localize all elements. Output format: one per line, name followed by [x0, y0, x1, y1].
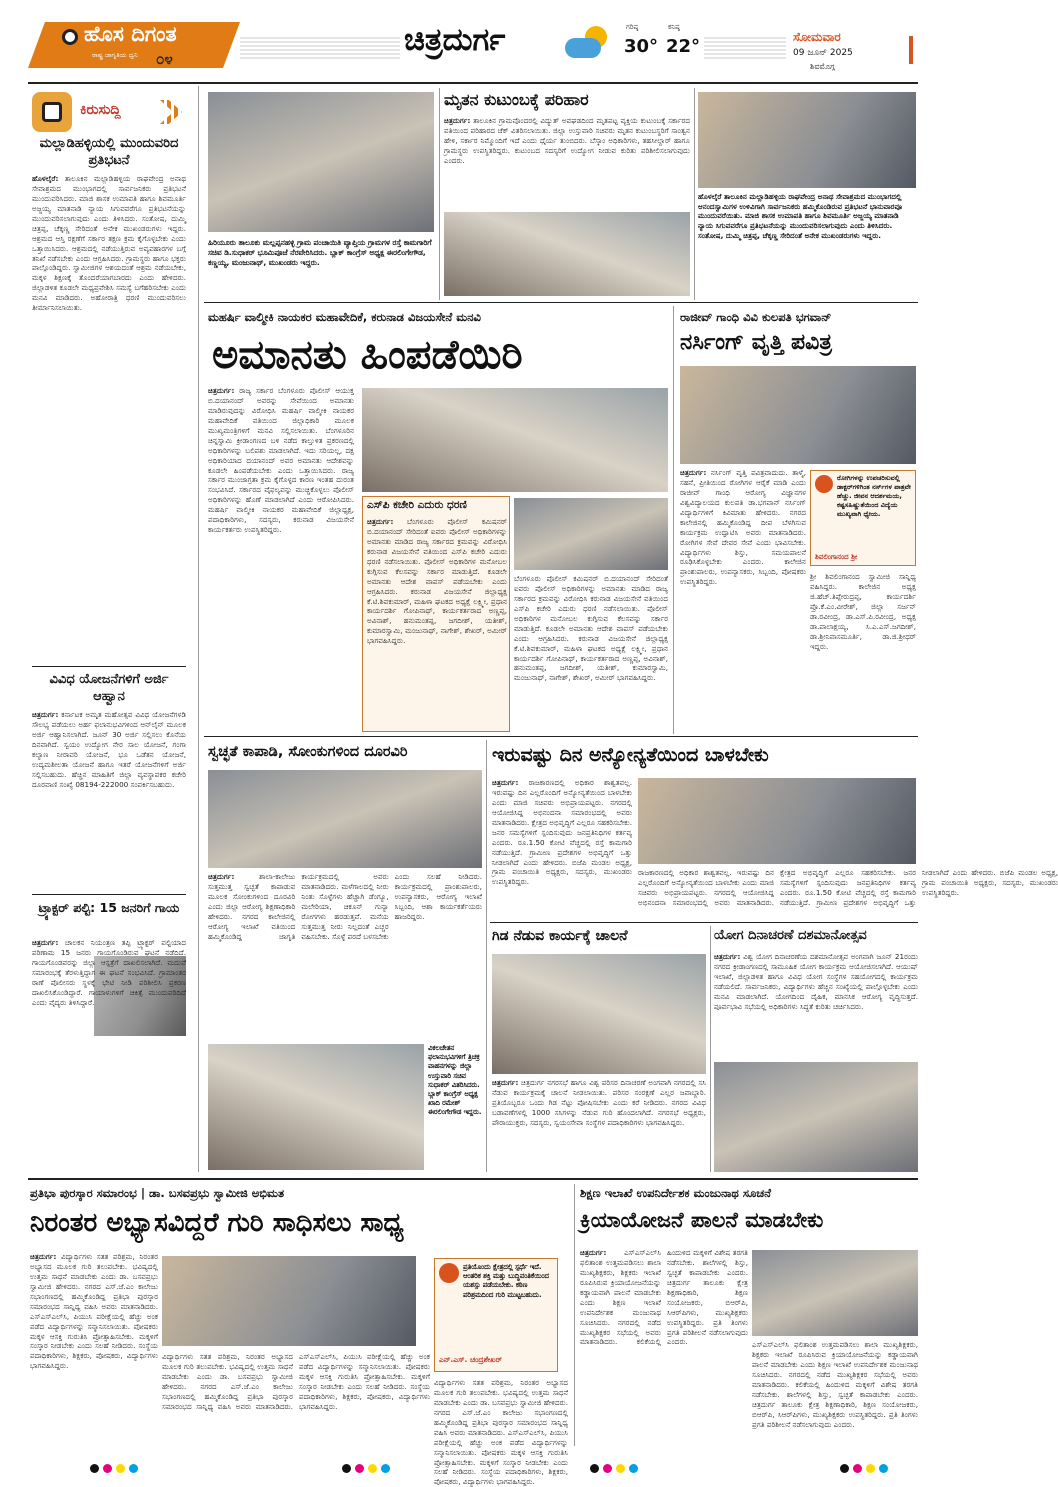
- plant-photo: [492, 954, 706, 1074]
- bottom-left-body-cont: [162, 1352, 430, 1446]
- story1-text: ತಾಲೂಕಿನ ಮಲ್ಲಾಡಿಹಳ್ಳಿಯ ರಾಘವೇಂದ್ರ ಅನಾಥ ಸೇವಾಶ್ರಮದ ಮುಂಭಾಗದಲ್ಲಿ ಸಾರ್ವಜನಿಕರು ಪ್ರತಿಭಟನೆ ಮುಂದುವರಿಸಿದರು. ಮಾಜಿ ಶಾಸಕ ಉಮಾಪತಿ ಹಾಗೂ ಶಿವಮೂರ್ತಿ ಅಜ್ಜಯ್ಯ ಮಾತನಾಡಿ ನ್ಯಾಯ ಸಿಗುವವರೆಗೂ ಪ್ರತಿಭಟನೆಯನ್ನು ಮುಂದುವರಿಸಲಾಗುವುದು ಎಂದು ತಿಳಿಸಿದರು. ಸಂತೋಷ, ದುಮ್ಮಿ ಚಿತ್ರಪ್ಪ, ಚೆಕ್ಕಣ್ಣ ಸೇರಿದಂತೆ ಅನೇಕ ಮುಖಂಡರುಗಳು ಇದ್ದರು. ಆಶ್ರಮದ ಆಸ್ತಿ ರಕ್ಷಣೆಗೆ ಸರ್ಕಾರ ತಕ್ಷಣ ಕ್ರಮ ಕೈಗೊಳ್ಳಬೇಕು ಎಂದು ಒತ್ತಾಯಿಸಿದರು. ಆಶ್ರಮದಲ್ಲಿ ನಡೆಯುತ್ತಿರುವ ಅವ್ಯವಹಾರಗಳ ಬಗ್ಗೆ ತನಿಖೆ ನಡೆಸಬೇಕು ಎಂದು ಆಗ್ರಹಿಸಿದರು. ಗ್ರಾಮಸ್ಥರು ಹಾಗೂ ಭಕ್ತರು ಪಾಲ್ಗೊಂಡಿದ್ದರು. ಸ್ವಾಮೀಜಿಗಳ ಆಶಯದಂತೆ ಆಶ್ರಮ ನಡೆಯಬೇಕು, ಮಕ್ಕಳ ಶಿಕ್ಷಣಕ್ಕೆ ತೊಂದರೆಯಾಗಬಾರದು ಎಂದು ಹೇಳಿದರು. ಜಿಲ್ಲಾಡಳಿತ ಕೂಡಲೇ ಮಧ್ಯಪ್ರವೇಶಿಸಿ ಸಮಸ್ಯೆ ಬಗೆಹರಿಸಬೇಕು ಎಂದು ಮನವಿ ಮಾಡಿದರು. ಅಹೋರಾತ್ರಿ ಧರಣಿ ಮುಂದುವರಿಸಲು ತೀರ್ಮಾನಿಸಲಾಯಿತು.: [32, 174, 186, 313]
- brand-badge: [32, 92, 182, 132]
- yoga-dateline: ಚಿತ್ರದುರ್ಗ:: [714, 952, 741, 961]
- mid-right-text: ರಾಜಕಾರಣದಲ್ಲಿ ಅಧಿಕಾರ ಶಾಶ್ವತವಲ್ಲ. ಇರುವಷ್ಟು ದಿನ ಎಲ್ಲರೊಂದಿಗೆ ಅನ್ಯೋನ್ಯತೆಯಿಂದ ಬಾಳಬೇಕು ಎಂದು ಮಾಜಿ ಸಚಿವರು ಅಭಿಪ್ರಾಯಪಟ್ಟರು. ನಗರದಲ್ಲಿ ಆಯೋಜಿಸಿದ್ದ ಅಭಿನಂದನಾ ಸಮಾರಂಭದಲ್ಲಿ ಅವರು ಮಾತನಾಡಿದರು. ಕ್ಷೇತ್ರದ ಅಭಿವೃದ್ಧಿಗೆ ಎಲ್ಲರೂ ಸಹಕರಿಸಬೇಕು. ಜನರ ಸಮಸ್ಯೆಗಳಿಗೆ ಸ್ಪಂದಿಸುವುದು ಜನಪ್ರತಿನಿಧಿಗಳ ಕರ್ತವ್ಯ ಎಂದರು. ರೂ.1.50 ಕೋಟಿ ವೆಚ್ಚದಲ್ಲಿ ರಸ್ತೆ ಕಾಮಗಾರಿ ನಡೆಯುತ್ತಿದೆ. ಗ್ರಾಮೀಣ ಪ್ರದೇಶಗಳ ಅಭಿವೃದ್ಧಿಗೆ ಒತ್ತು ನೀಡಲಾಗಿದೆ ಎಂದು ಹೇಳಿದರು. ಬಿಜೆಪಿ ಮಂಡಲ ಅಧ್ಯಕ್ಷ, ಗ್ರಾಮ ಪಂಚಾಯಿತಿ ಅಧ್ಯಕ್ಷರು, ಸದಸ್ಯರು, ಮುಖಂಡರು ಉಪಸ್ಥಿತರಿದ್ದರು.: [492, 778, 632, 887]
- lead-sub-continued: [514, 574, 668, 732]
- plant-headline: ಗಿಡ ನೆಡುವ ಕಾರ್ಯಕ್ಕೆ ಚಾಲನೆ: [492, 928, 628, 944]
- weather-max: 30°: [624, 36, 659, 57]
- right-quote-box: [810, 470, 916, 566]
- plant-text: ಚಿತ್ರದುರ್ಗ ನಗರಸಭೆ ಹಾಗೂ ವಿಶ್ವ ಪರಿಸರ ದಿನಾಚರಣೆ ಅಂಗವಾಗಿ ನಗರದಲ್ಲಿ ಸಸಿ ನೆಡುವ ಕಾರ್ಯಕ್ರಮಕ್ಕೆ ಚಾಲನೆ ನೀಡಲಾಯಿತು. ಪರಿಸರ ಸಂರಕ್ಷಣೆ ಎಲ್ಲರ ಜವಾಬ್ದಾರಿ. ಪ್ರತಿಯೊಬ್ಬರೂ ಒಂದು ಗಿಡ ನೆಟ್ಟು ಪೋಷಿಸಬೇಕು ಎಂದು ಕರೆ ನೀಡಿದರು. ನಗರದ ವಿವಿಧ ಬಡಾವಣೆಗಳಲ್ಲಿ 1000 ಸಸಿಗಳನ್ನು ನೆಡುವ ಗುರಿ ಹೊಂದಲಾಗಿದೆ. ನಗರಸಭೆ ಅಧ್ಯಕ್ಷರು, ಪೌರಾಯುಕ್ತರು, ಸದಸ್ಯರು, ಸ್ವಯಂಸೇವಾ ಸಂಸ್ಥೆಗಳ ಪದಾಧಿಕಾರಿಗಳು ಭಾಗವಹಿಸಿದ್ದರು.: [492, 1078, 706, 1127]
- bottom-left-quote-text: ಪ್ರತಿಯೊಂದು ಕ್ಷೇತ್ರದಲ್ಲಿ ಸ್ಪರ್ಧೆ ಇದೆ. ಆಂತರಿಕ ಶಕ್ತಿ ಮತ್ತು ಬುದ್ಧಿವಂತಿಕೆಯಿಂದ ಯಶಸ್ಸು ಪಡೆಯಬೇಕು. ಕಠಿಣ ಪರಿಶ್ರಮದಿಂದ ಗುರಿ ಮುಟ್ಟಬಹುದು.: [463, 1263, 549, 1299]
- yoga-headline: ಯೋಗ ದಿನಾಚರಣೆ ದಶಮಾನೋತ್ಸವ: [714, 928, 867, 943]
- bottom-right-kicker: ಶಿಕ್ಷಣ ಇಲಾಖೆ ಉಪನಿರ್ದೇಶಕ ಮಂಜುನಾಥ ಸೂಚನೆ: [580, 1186, 772, 1200]
- bottom-right-body-cont: [752, 1340, 918, 1446]
- bottom-left-text-cont: ವಿದ್ಯಾರ್ಥಿಗಳು ಸತತ ಪರಿಶ್ರಮ, ನಿರಂತರ ಅಭ್ಯಾಸದ ಮೂಲಕ ಗುರಿ ತಲುಪಬೇಕು. ಭವಿಷ್ಯದಲ್ಲಿ ಉತ್ತಮ ಸಾಧನೆ ಮಾಡಬೇಕು ಎಂದು ಡಾ. ಬಸವಪ್ರಭು ಸ್ವಾಮೀಜಿ ಹೇಳಿದರು. ನಗರದ ಎಸ್.ಜೆ.ಎಂ ಕಾಲೇಜು ಸಭಾಂಗಣದಲ್ಲಿ ಹಮ್ಮಿಕೊಂಡಿದ್ದ ಪ್ರತಿಭಾ ಪುರಸ್ಕಾರ ಸಮಾರಂಭದ ಸಾನ್ನಿಧ್ಯ ವಹಿಸಿ ಅವರು ಮಾತನಾಡಿದರು. ಎಸ್ಎಸ್‌ಎಲ್‌ಸಿ, ಪಿಯುಸಿ ಪರೀಕ್ಷೆಯಲ್ಲಿ ಹೆಚ್ಚು ಅಂಕ ಪಡೆದ ವಿದ್ಯಾರ್ಥಿಗಳನ್ನು ಸನ್ಮಾನಿಸಲಾಯಿತು. ಪೋಷಕರು ಮಕ್ಕಳ ಆಸಕ್ತಿ ಗುರುತಿಸಿ ಪ್ರೋತ್ಸಾಹಿಸಬೇಕು. ಮಕ್ಕಳಿಗೆ ಸಂಸ್ಕಾರ ನೀಡಬೇಕು ಎಂದು ಸಲಹೆ ನೀಡಿದರು. ಸಂಸ್ಥೆಯ ಪದಾಧಿಕಾರಿಗಳು, ಶಿಕ್ಷಕರು, ಪೋಷಕರು, ವಿದ್ಯಾರ್ಥಿಗಳು ಭಾಗವಹಿಸಿದ್ದರು.: [162, 1352, 430, 1411]
- weather-max-label: ಗರಿಷ್ಠ: [626, 23, 639, 31]
- bottom-left-kicker: ಪ್ರತಿಭಾ ಪುರಸ್ಕಾರ ಸಮಾರಂಭ | ಡಾ. ಬಸವಪ್ರಭು ಸ್ವಾಮೀಜಿ ಅಭಿಮತ: [30, 1186, 285, 1200]
- bottom-row-rule: [28, 1178, 918, 1180]
- masthead-band-right: [704, 35, 786, 59]
- story1-body: [32, 174, 186, 662]
- right-headline: ನರ್ಸಿಂಗ್ ವೃತ್ತಿ ಪವಿತ್ರ: [680, 330, 832, 355]
- right-quote-author: ಶಿವಲಿಂಗಾನಂದ ಶ್ರೀ: [815, 553, 858, 561]
- top-story-photo: [444, 212, 690, 296]
- mid-left-photo-2-caption: ವಿಕಲಚೇತನ ಫಲಾನುಭವಿಗಳಿಗೆ ತ್ರಿಚಕ್ರ ವಾಹನಗಳನ್ನು ಜಿಲ್ಲಾ ಉಸ್ತುವಾರಿ ಸಚಿವ ಸುಧಾಕರ್ ವಿತರಿಸಿದರು. ಬ್ಲಾಕ್ ಕಾಂಗ್ರೆಸ್ ಅಧ್ಯಕ್ಷ ಖಾದಿ ರಮೇಶ್ ಈರಲಿಂಗೇಗೌಡ ಇದ್ದರು.: [428, 1044, 482, 1117]
- logo-text: ಹೊಸ ದಿಗಂತ: [84, 22, 177, 46]
- mid-left-headline: ಸ್ವಚ್ಛತೆ ಕಾಪಾಡಿ, ಸೋಂಕುಗಳಿಂದ ದೂರವಿರಿ: [208, 744, 408, 760]
- registration-marks-left: [88, 1458, 168, 1470]
- lead-kicker: ಮಹರ್ಷಿ ವಾಲ್ಮೀಕಿ ನಾಯಕರ ಮಹಾವೇದಿಕೆ, ಕರುನಾಡ ವಿಜಯಸೇನೆ ಮನವಿ: [208, 310, 481, 324]
- top-col-rule-2: [694, 88, 695, 300]
- lead-headline: ಅಮಾನತು ಹಿಂಪಡೆಯಿರಿ: [212, 332, 523, 378]
- right-text-2: ಶ್ರೀ ಶಿವಲಿಂಗಾನಂದ ಸ್ವಾಮೀಜಿ ಸಾನ್ನಿಧ್ಯ ವಹಿಸಿದ್ದರು. ಕಾಲೇಜಿನ ಅಧ್ಯಕ್ಷ ಜಿ.ಹೆಚ್.ತಿಪ್ಪೇರುದ್ರಪ್ಪ, ಕಾರ್ಯದರ್ಶಿ ಪ್ರೊ.ಕೆ.ಎಂ.ವೀರೇಶ್, ಜಿಲ್ಲಾ ಸರ್ಜನ್ ಡಾ.ರವೀಂದ್ರ, ಡಾ.ಎಸ್.ಪಿ.ರವೀಂದ್ರ, ಅಧ್ಯಕ್ಷ ಡಾ.ಪಾಲಾಕ್ಷಯ್ಯ, ಸಿ.ಎ.ಎಸ್.ಜಗದೀಶ್, ಡಾ.ಶ್ರೀನಿವಾಸಮೂರ್ತಿ, ಡಾ.ಜಿ.ಶ್ರೀಧರ್ ಇದ್ದರು.: [810, 572, 916, 651]
- top-photo-1-caption: ಹಿರಿಯೂರು ತಾಲೂಕು ಮಲ್ಲಪ್ಪನಹಳ್ಳಿ ಗ್ರಾಮ ಪಂಚಾಯಿತಿ ವ್ಯಾಪ್ತಿಯ ಗ್ರಾಮಗಳ ರಸ್ತೆ ಕಾಮಗಾರಿಗೆ ಸಚಿವ ಡಿ.ಸುಧಾಕರ್ ಭೂಮಿಪೂಜೆ ನೆರವೇರಿಸಿದರು. ಬ್ಲಾಕ್ ಕಾಂಗ್ರೆಸ್ ಅಧ್ಯಕ್ಷ ಈರಲಿಂಗೇಗೌಡ, ಕಣ್ಣಯ್ಯ, ಮಂಜುನಾಥ್, ಮುಖಂಡರು ಇದ್ದರು.: [208, 238, 432, 267]
- mid-row-rule: [204, 736, 918, 737]
- city-small: ಶಿವಮೊಗ್ಗ: [810, 62, 835, 71]
- lead-photo: [362, 388, 668, 492]
- sidebar-divider-1: [32, 666, 186, 667]
- sidebar-divider-2: [32, 894, 186, 895]
- mid-left-dateline: ಚಿತ್ರದುರ್ಗ:: [208, 872, 235, 881]
- sidebar: [28, 86, 192, 1172]
- registration-marks-mid-right: [588, 1458, 668, 1470]
- yoga-text: ವಿಶ್ವ ಯೋಗ ದಿನಾಚರಣೆಯ ದಶಮಾನೋತ್ಸವ ಅಂಗವಾಗಿ ಜೂನ್ 21ರಂದು ನಗರದ ಕ್ರೀಡಾಂಗಣದಲ್ಲಿ ಸಾಮೂಹಿಕ ಯೋಗ ಕಾರ್ಯಕ್ರಮ ಆಯೋಜಿಸಲಾಗಿದೆ. ಆಯುಷ್ ಇಲಾಖೆ, ಜಿಲ್ಲಾಡಳಿತ ಹಾಗೂ ವಿವಿಧ ಯೋಗ ಸಂಸ್ಥೆಗಳ ಸಹಯೋಗದಲ್ಲಿ ಕಾರ್ಯಕ್ರಮ ನಡೆಯಲಿದೆ. ಸಾರ್ವಜನಿಕರು, ವಿದ್ಯಾರ್ಥಿಗಳು ಹೆಚ್ಚಿನ ಸಂಖ್ಯೆಯಲ್ಲಿ ಪಾಲ್ಗೊಳ್ಳಬೇಕು ಎಂದು ಮನವಿ ಮಾಡಲಾಗಿದೆ. ಯೋಗದಿಂದ ದೈಹಿಕ, ಮಾನಸಿಕ ಆರೋಗ್ಯ ವೃದ್ಧಿಸುತ್ತದೆ. ಪೂರ್ವಭಾವಿ ಸಭೆಯಲ್ಲಿ ಅಧಿಕಾರಿಗಳು ಸಿದ್ಧತೆ ಕುರಿತು ಚರ್ಚಿಸಿದರು.: [714, 952, 918, 1011]
- bottom-left-quote-box: [434, 1258, 558, 1372]
- weather-min-label: ಕನಿಷ್ಠ: [668, 23, 680, 31]
- story3-body: [32, 938, 186, 1164]
- top-story-text: ತಾಲೂಕಿನ ಗ್ರಾಮವೊಂದರಲ್ಲಿ ವಿದ್ಯುತ್ ಅವಘಡದಿಂದ ಮೃತಪಟ್ಟ ವ್ಯಕ್ತಿಯ ಕುಟುಂಬಕ್ಕೆ ಸರ್ಕಾರದ ವತಿಯಿಂದ ಪರಿಹಾರದ ಚೆಕ್ ವಿತರಿಸಲಾಯಿತು. ಜಿಲ್ಲಾ ಉಸ್ತುವಾರಿ ಸಚಿವರು ಮೃತನ ಕುಟುಂಬಸ್ಥರಿಗೆ ಸಾಂತ್ವನ ಹೇಳಿ, ಸರ್ಕಾರ ನಿಮ್ಮೊಂದಿಗೆ ಇದೆ ಎಂದು ಧೈರ್ಯ ತುಂಬಿದರು. ಬೆಸ್ಕಾಂ ಅಧಿಕಾರಿಗಳು, ತಹಸೀಲ್ದಾರ್ ಹಾಗೂ ಗ್ರಾಮಸ್ಥರು ಉಪಸ್ಥಿತರಿದ್ದರು. ಕುಟುಂಬದ ಸದಸ್ಯರಿಗೆ ಉದ್ಯೋಗ ನೀಡುವ ಕುರಿತು ಪರಿಶೀಲಿಸಲಾಗುವುದು ಎಂದರು.: [444, 116, 690, 165]
- story3-dateline: ಚಿತ್ರದುರ್ಗ:: [32, 938, 59, 947]
- right-kicker: ರಾಜೀವ್ ಗಾಂಧಿ ವಿವಿ ಕುಲಪತಿ ಭಗವಾನ್: [680, 310, 832, 324]
- yoga-photo: [714, 1062, 918, 1172]
- plant-col-rule: [710, 926, 711, 1172]
- brand-chevrons: [160, 100, 182, 124]
- mid-left-text: ಶಾಲಾ-ಕಾಲೇಜು ಸುತ್ತಮುತ್ತ ಸ್ವಚ್ಛತೆ ಕಾಪಾಡುವ ಮೂಲಕ ಸೋಂಕುಗಳಿಂದ ದೂರವಿರಿ ಎಂದು ಜಿಲ್ಲಾ ಆರೋಗ್ಯ ಶಿಕ್ಷಣಾಧಿಕಾರಿ ಹೇಳಿದರು. ನಗರದ ಕಾಲೇಜಿನಲ್ಲಿ ಆರೋಗ್ಯ ಇಲಾಖೆ ವತಿಯಿಂದ ಹಮ್ಮಿಕೊಂಡಿದ್ದ ಜಾಗೃತಿ ಕಾರ್ಯಕ್ರಮದಲ್ಲಿ ಅವರು ಮಾತನಾಡಿದರು. ಮಳೆಗಾಲದಲ್ಲಿ ನೀರು ನಿಂತು ಸೊಳ್ಳೆಗಳು ಹೆಚ್ಚಾಗಿ ಡೆಂಗ್ಯೂ, ಮಲೇರಿಯಾ, ಚಿಕೂನ್ ಗುನ್ಯಾ ರೋಗಗಳು ಹರಡುತ್ತವೆ. ಮನೆಯ ಸುತ್ತಮುತ್ತ ನೀರು ನಿಲ್ಲದಂತೆ ಎಚ್ಚರ ವಹಿಸಬೇಕು. ಸೊಳ್ಳೆ ಪರದೆ ಬಳಸಬೇಕು ಎಂದು ಸಲಹೆ ನೀಡಿದರು. ಕಾರ್ಯಕ್ರಮದಲ್ಲಿ ಪ್ರಾಂಶುಪಾಲರು, ಉಪನ್ಯಾಸಕರು, ಆರೋಗ್ಯ ಇಲಾಖೆ ಸಿಬ್ಬಂದಿ, ಆಶಾ ಕಾರ್ಯಕರ್ತೆಯರು ಹಾಜರಿದ್ದರು.: [208, 872, 482, 941]
- bottom-right-dateline: ಚಿತ್ರದುರ್ಗ:: [580, 1248, 607, 1257]
- plant-dateline: ಚಿತ್ರದುರ್ಗ:: [492, 1078, 519, 1087]
- registration-marks-mid-left: [340, 1458, 420, 1470]
- lead-sub-photo: [514, 498, 668, 570]
- story2-headline: ವಿವಿಧ ಯೋಜನೆಗಳಿಗೆ ಅರ್ಜಿ ಆಹ್ವಾನ: [49, 672, 169, 704]
- quote-icon: [439, 1263, 459, 1283]
- right-dateline: ಚಿತ್ರದುರ್ಗ:: [680, 468, 707, 477]
- lead-sub-headline: ಎಸ್‌ಪಿ ಕಚೇರಿ ಎದುರು ಧರಣಿ: [367, 499, 467, 511]
- story3-headline: ಟ್ರ್ಯಾಕ್ಟರ್ ಪಲ್ಟಿ: 15 ಜನರಿಗೆ ಗಾಯ: [38, 900, 180, 915]
- lead-sub-body: [367, 517, 507, 729]
- quote-icon: [815, 475, 833, 493]
- mid-col-rule: [486, 740, 487, 1172]
- weather-icon: [565, 26, 609, 60]
- masthead-edge-bar: [909, 36, 913, 64]
- top-photo-1: [208, 92, 434, 232]
- mid-right-body: [492, 778, 632, 916]
- lead-sub-dateline: ಚಿತ್ರದುರ್ಗ:: [367, 517, 394, 526]
- mid-right-headline: ಇರುವಷ್ಟು ದಿನ ಅನ್ಯೋನ್ಯತೆಯಿಂದ ಬಾಳಬೇಕು: [492, 744, 769, 766]
- story2-dateline: ಚಿತ್ರದುರ್ಗ:: [32, 710, 59, 719]
- top-story-headline: ಮೃತನ ಕುಟುಂಬಕ್ಕೆ ಪರಿಹಾರ: [444, 90, 589, 109]
- page-number: ೦೪: [156, 50, 173, 68]
- registration-marks-right: [838, 1458, 918, 1470]
- bottom-left-body: [30, 1252, 158, 1446]
- date-label: 09 ಜೂನ್ 2025: [793, 48, 853, 58]
- bottom-col-rule: [574, 1184, 575, 1446]
- pointing-hand-icon: [42, 102, 62, 122]
- bottom-right-text-cont: ಎಸ್ಎಸ್‌ಎಲ್‌ಸಿ ಫಲಿತಾಂಶ ಉತ್ತಮಪಡಿಸಲು ಶಾಲಾ ಮುಖ್ಯಶಿಕ್ಷಕರು, ಶಿಕ್ಷಕರು ಇಲಾಖೆ ರೂಪಿಸಿರುವ ಕ್ರಿಯಾಯೋಜನೆಯನ್ನು ಕಡ್ಡಾಯವಾಗಿ ಪಾಲನೆ ಮಾಡಬೇಕು ಎಂದು ಶಿಕ್ಷಣ ಇಲಾಖೆ ಉಪನಿರ್ದೇಶಕ ಮಂಜುನಾಥ ಸೂಚಿಸಿದರು. ನಗರದಲ್ಲಿ ನಡೆದ ಮುಖ್ಯಶಿಕ್ಷಕರ ಸಭೆಯಲ್ಲಿ ಅವರು ಮಾತನಾಡಿದರು. ಕಲಿಕೆಯಲ್ಲಿ ಹಿಂದುಳಿದ ಮಕ್ಕಳಿಗೆ ವಿಶೇಷ ತರಗತಿ ನಡೆಸಬೇಕು. ಶಾಲೆಗಳಲ್ಲಿ ಶಿಸ್ತು, ಸ್ವಚ್ಛತೆ ಕಾಪಾಡಬೇಕು ಎಂದರು. ಚಿತ್ರದುರ್ಗ ತಾಲೂಕು ಕ್ಷೇತ್ರ ಶಿಕ್ಷಣಾಧಿಕಾರಿ, ಶಿಕ್ಷಣ ಸಂಯೋಜಕರು, ಬಿಆರ್‌ಪಿ, ಸಿಆರ್‌ಪಿಗಳು, ಮುಖ್ಯಶಿಕ್ಷಕರು ಉಪಸ್ಥಿತರಿದ್ದರು. ಪ್ರತಿ ತಿಂಗಳು ಪ್ರಗತಿ ಪರಿಶೀಲನೆ ನಡೆಸಲಾಗುವುದು ಎಂದರು.: [752, 1340, 918, 1429]
- mid-right-body-cont: [638, 868, 1058, 916]
- bottom-left-photo: [162, 1256, 416, 1346]
- masthead-rule: [28, 82, 918, 84]
- day-label: ಸೋಮವಾರ: [793, 30, 841, 44]
- logo-tagline: ರಾಷ್ಟ್ರ ಜಾಗೃತಿಯ ಧ್ವನಿ: [92, 51, 138, 59]
- bottom-right-photo: [752, 1250, 918, 1336]
- top-row-rule: [204, 302, 918, 303]
- bottom-right-headline: ಕ್ರಿಯಾಯೋಜನೆ ಪಾಲನೆ ಮಾಡಬೇಕು: [580, 1208, 824, 1232]
- story2-body: [32, 710, 186, 892]
- top-story-dateline: ಚಿತ್ರದುರ್ಗ:: [444, 116, 471, 125]
- right-quote-text: ರೋಗಿಗಳನ್ನು ಉಪಚರಿಸುವಲ್ಲಿ ಡಾಕ್ಟರ್‌ಗಳಿಗಿಂತ ನರ್ಸ್‌ಗಳ ಪಾತ್ರವೇ ಹೆಚ್ಚು. ಜೀವನ ಆದರ್ಶಮಯ, ಕಷ್ಟಸಹಿಷ್ಣುತೆಯಿಂದ ವಿದ್ಯೆಯ ಮುಖ್ಯವಾಗಿ ಧ್ಯೇಯ.: [837, 474, 911, 518]
- mid-right-text-cont: ರಾಜಕಾರಣದಲ್ಲಿ ಅಧಿಕಾರ ಶಾಶ್ವತವಲ್ಲ. ಇರುವಷ್ಟು ದಿನ ಎಲ್ಲರೊಂದಿಗೆ ಅನ್ಯೋನ್ಯತೆಯಿಂದ ಬಾಳಬೇಕು ಎಂದು ಮಾಜಿ ಸಚಿವರು ಅಭಿಪ್ರಾಯಪಟ್ಟರು. ನಗರದಲ್ಲಿ ಆಯೋಜಿಸಿದ್ದ ಅಭಿನಂದನಾ ಸಮಾರಂಭದಲ್ಲಿ ಅವರು ಮಾತನಾಡಿದರು. ಕ್ಷೇತ್ರದ ಅಭಿವೃದ್ಧಿಗೆ ಎಲ್ಲರೂ ಸಹಕರಿಸಬೇಕು. ಜನರ ಸಮಸ್ಯೆಗಳಿಗೆ ಸ್ಪಂದಿಸುವುದು ಜನಪ್ರತಿನಿಧಿಗಳ ಕರ್ತವ್ಯ ಎಂದರು. ರೂ.1.50 ಕೋಟಿ ವೆಚ್ಚದಲ್ಲಿ ರಸ್ತೆ ಕಾಮಗಾರಿ ನಡೆಯುತ್ತಿದೆ. ಗ್ರಾಮೀಣ ಪ್ರದೇಶಗಳ ಅಭಿವೃದ್ಧಿಗೆ ಒತ್ತು ನೀಡಲಾಗಿದೆ ಎಂದು ಹೇಳಿದರು. ಬಿಜೆಪಿ ಮಂಡಲ ಅಧ್ಯಕ್ಷ, ಗ್ರಾಮ ಪಂಚಾಯಿತಿ ಅಧ್ಯಕ್ಷರು, ಸದಸ್ಯರು, ಮುಖಂಡರು ಉಪಸ್ಥಿತರಿದ್ದರು.: [638, 868, 1058, 907]
- yoga-body: [714, 952, 918, 1058]
- right-photo: [680, 366, 916, 464]
- right-body: [680, 468, 806, 732]
- top-photo-3-caption: ಹೊಳಲ್ಕೆರೆ ತಾಲೂಕಿನ ಮಲ್ಲಾಡಿಹಳ್ಳಿಯ ರಾಘವೇಂದ್ರ ಅನಾಥ ಸೇವಾಶ್ರಮದ ಮುಂಭಾಗದಲ್ಲಿ ಆನಂದಸ್ವಾಮಿಗಳ ಉಳಿವಿಗಾಗಿ ಸಾರ್ವಜನಿಕರು ಹಮ್ಮಿಕೊಂಡಿರುವ ಪ್ರತಿಭಟನೆ ಭಾನುವಾರವೂ ಮುಂದುವರೆಯಿತು. ಮಾಜಿ ಶಾಸಕ ಉಮಾಪತಿ ಹಾಗೂ ಶಿವಮೂರ್ತಿ ಅಜ್ಜಯ್ಯ ಮಾತನಾಡಿ ನ್ಯಾಯ ಸಿಗುವವರೆಗೂ ಪ್ರತಿಭಟನೆಯನ್ನು ಮುಂದುವರಿಸಲಾಗುವುದು ಎಂದು ತಿಳಿಸಿದರು. ಸಂತೋಷ, ದುಮ್ಮಿ ಚಿತ್ರಪ್ಪ, ಚೆಕ್ಕಣ್ಣ ಸೇರಿದಂತೆ ಅನೇಕ ಮುಖಂಡರುಗಳು ಇದ್ದರು.: [698, 192, 903, 240]
- weather-min: 22°: [666, 36, 701, 57]
- mid-right-photo: [638, 778, 916, 864]
- bottom-left-headline: ನಿರಂತರ ಅಭ್ಯಾಸವಿದ್ದರೆ ಗುರಿ ಸಾಧಿಸಲು ಸಾಧ್ಯ: [30, 1208, 404, 1238]
- city-title: ಚಿತ್ರದುರ್ಗ: [404, 22, 506, 58]
- bottom-left-body-cont-2: [434, 1378, 568, 1487]
- lead-text: ರಾಜ್ಯ ಸರ್ಕಾರ ಬೆಂಗಳೂರು ಪೊಲೀಸ್ ಆಯುಕ್ತ ಬಿ.ದಯಾನಂದ್ ಅವರನ್ನು ಸೇವೆಯಿಂದ ಅಮಾನತು ಮಾಡಿರುವುದನ್ನು ವಿರೋಧಿಸಿ ಮಹರ್ಷಿ ವಾಲ್ಮೀಕಿ ನಾಯಕರ ಮಹಾವೇದಿಕೆ ವತಿಯಿಂದ ಜಿಲ್ಲಾಧಿಕಾರಿ ಮೂಲಕ ಮುಖ್ಯಮಂತ್ರಿಗಳಿಗೆ ಮನವಿ ಸಲ್ಲಿಸಲಾಯಿತು. ಬೆಂಗಳೂರಿನ ಚಿನ್ನಸ್ವಾಮಿ ಕ್ರೀಡಾಂಗಣದ ಬಳಿ ನಡೆದ ಕಾಲ್ತುಳಿತ ಪ್ರಕರಣದಲ್ಲಿ ಅಧಿಕಾರಿಗಳನ್ನು ಬಲಿಪಶು ಮಾಡಲಾಗಿದೆ. ಇದು ಸರಿಯಲ್ಲ, ದಕ್ಷ ಅಧಿಕಾರಿಯಾದ ದಯಾನಂದ್ ಅವರ ಅಮಾನತು ಆದೇಶವನ್ನು ಕೂಡಲೇ ಹಿಂಪಡೆಯಬೇಕು ಎಂದು ಒತ್ತಾಯಿಸಿದರು. ರಾಜ್ಯ ಸರ್ಕಾರ ಮುಂಜಾಗ್ರತಾ ಕ್ರಮ ಕೈಗೊಳ್ಳದ ಕಾರಣ ಇಂತಹ ದುರಂತ ಸಂಭವಿಸಿದೆ. ಸರ್ಕಾರದ ವೈಫಲ್ಯವನ್ನು ಮುಚ್ಚಿಕೊಳ್ಳಲು ಪೊಲೀಸ್ ಅಧಿಕಾರಿಗಳನ್ನು ಹೊಣೆ ಮಾಡಲಾಗಿದೆ ಎಂದು ಆರೋಪಿಸಿದರು. ಮಹರ್ಷಿ ವಾಲ್ಮೀಕಿ ನಾಯಕರ ಮಹಾವೇದಿಕೆ ಜಿಲ್ಲಾಧ್ಯಕ್ಷ, ಪದಾಧಿಕಾರಿಗಳು, ಸದಸ್ಯರು, ಕರುನಾಡ ವಿಜಯಸೇನೆ ಕಾರ್ಯಕರ್ತರು ಉಪಸ್ಥಿತರಿದ್ದರು.: [208, 386, 354, 535]
- right-body-2: [810, 572, 916, 732]
- top-photo-3: [698, 92, 916, 188]
- bottom-right-text: ಎಸ್ಎಸ್‌ಎಲ್‌ಸಿ ಫಲಿತಾಂಶ ಉತ್ತಮಪಡಿಸಲು ಶಾಲಾ ಮುಖ್ಯಶಿಕ್ಷಕರು, ಶಿಕ್ಷಕರು ಇಲಾಖೆ ರೂಪಿಸಿರುವ ಕ್ರಿಯಾಯೋಜನೆಯನ್ನು ಕಡ್ಡಾಯವಾಗಿ ಪಾಲನೆ ಮಾಡಬೇಕು ಎಂದು ಶಿಕ್ಷಣ ಇಲಾಖೆ ಉಪನಿರ್ದೇಶಕ ಮಂಜುನಾಥ ಸೂಚಿಸಿದರು. ನಗರದಲ್ಲಿ ನಡೆದ ಮುಖ್ಯಶಿಕ್ಷಕರ ಸಭೆಯಲ್ಲಿ ಅವರು ಮಾತನಾಡಿದರು. ಕಲಿಕೆಯಲ್ಲಿ ಹಿಂದುಳಿದ ಮಕ್ಕಳಿಗೆ ವಿಶೇಷ ತರಗತಿ ನಡೆಸಬೇಕು. ಶಾಲೆಗಳಲ್ಲಿ ಶಿಸ್ತು, ಸ್ವಚ್ಛತೆ ಕಾಪಾಡಬೇಕು ಎಂದರು. ಚಿತ್ರದುರ್ಗ ತಾಲೂಕು ಕ್ಷೇತ್ರ ಶಿಕ್ಷಣಾಧಿಕಾರಿ, ಶಿಕ್ಷಣ ಸಂಯೋಜಕರು, ಬಿಆರ್‌ಪಿ, ಸಿಆರ್‌ಪಿಗಳು, ಮುಖ್ಯಶಿಕ್ಷಕರು ಉಪಸ್ಥಿತರಿದ್ದರು. ಪ್ರತಿ ತಿಂಗಳು ಪ್ರಗತಿ ಪರಿಶೀಲನೆ ನಡೆಸಲಾಗುವುದು ಎಂದರು.: [580, 1248, 748, 1347]
- bottom-left-text-cont-2: ವಿದ್ಯಾರ್ಥಿಗಳು ಸತತ ಪರಿಶ್ರಮ, ನಿರಂತರ ಅಭ್ಯಾಸದ ಮೂಲಕ ಗುರಿ ತಲುಪಬೇಕು. ಭವಿಷ್ಯದಲ್ಲಿ ಉತ್ತಮ ಸಾಧನೆ ಮಾಡಬೇಕು ಎಂದು ಡಾ. ಬಸವಪ್ರಭು ಸ್ವಾಮೀಜಿ ಹೇಳಿದರು. ನಗರದ ಎಸ್.ಜೆ.ಎಂ ಕಾಲೇಜು ಸಭಾಂಗಣದಲ್ಲಿ ಹಮ್ಮಿಕೊಂಡಿದ್ದ ಪ್ರತಿಭಾ ಪುರಸ್ಕಾರ ಸಮಾರಂಭದ ಸಾನ್ನಿಧ್ಯ ವಹಿಸಿ ಅವರು ಮಾತನಾಡಿದರು. ಎಸ್ಎಸ್‌ಎಲ್‌ಸಿ, ಪಿಯುಸಿ ಪರೀಕ್ಷೆಯಲ್ಲಿ ಹೆಚ್ಚು ಅಂಕ ಪಡೆದ ವಿದ್ಯಾರ್ಥಿಗಳನ್ನು ಸನ್ಮಾನಿಸಲಾಯಿತು. ಪೋಷಕರು ಮಕ್ಕಳ ಆಸಕ್ತಿ ಗುರುತಿಸಿ ಪ್ರೋತ್ಸಾಹಿಸಬೇಕು. ಮಕ್ಕಳಿಗೆ ಸಂಸ್ಕಾರ ನೀಡಬೇಕು ಎಂದು ಸಲಹೆ ನೀಡಿದರು. ಸಂಸ್ಥೆಯ ಪದಾಧಿಕಾರಿಗಳು, ಶಿಕ್ಷಕರು, ಪೋಷಕರು, ವಿದ್ಯಾರ್ಥಿಗಳು ಭಾಗವಹಿಸಿದ್ದರು.: [434, 1378, 568, 1487]
- right-text: ನರ್ಸಿಂಗ್ ವೃತ್ತಿ ಪವಿತ್ರವಾದುದು. ತಾಳ್ಮೆ, ಸಹನೆ, ಪ್ರೀತಿಯಿಂದ ರೋಗಿಗಳ ಆರೈಕೆ ಮಾಡಿ ಎಂದು ರಾಜೀವ್ ಗಾಂಧಿ ಆರೋಗ್ಯ ವಿಜ್ಞಾನಗಳ ವಿಶ್ವವಿದ್ಯಾಲಯದ ಕುಲಪತಿ ಡಾ.ಭಗವಾನ್ ನರ್ಸಿಂಗ್ ವಿದ್ಯಾರ್ಥಿಗಳಿಗೆ ಕಿವಿಮಾತು ಹೇಳಿದರು. ನಗರದ ಕಾಲೇಜಿನಲ್ಲಿ ಹಮ್ಮಿಕೊಂಡಿದ್ದ ದೀಪ ಬೆಳಗಿಸುವ ಕಾರ್ಯಕ್ರಮ ಉದ್ಘಾಟಿಸಿ ಅವರು ಮಾತನಾಡಿದರು. ರೋಗಿಗಳ ಸೇವೆ ದೇವರ ಸೇವೆ ಎಂದು ಭಾವಿಸಬೇಕು. ವಿದ್ಯಾರ್ಥಿಗಳು ಶಿಸ್ತು, ಸಮಯಪಾಲನೆ ರೂಢಿಸಿಕೊಳ್ಳಬೇಕು ಎಂದರು. ಕಾಲೇಜಿನ ಪ್ರಾಂಶುಪಾಲರು, ಉಪನ್ಯಾಸಕರು, ಸಿಬ್ಬಂದಿ, ಪೋಷಕರು ಉಪಸ್ಥಿತರಿದ್ದರು.: [680, 468, 806, 587]
- story1-headline: ಮಲ್ಲಾಡಿಹಳ್ಳಿಯಲ್ಲಿ ಮುಂದುವರಿದ ಪ್ರತಿಭಟನೆ: [39, 136, 179, 168]
- mid-right-dateline: ಚಿತ್ರದುರ್ಗ:: [492, 778, 519, 787]
- story1-dateline: ಹೊಳಲ್ಕೆರೆ:: [32, 174, 59, 183]
- bottom-right-body: [580, 1248, 748, 1446]
- masthead-band: [240, 35, 400, 59]
- top-story-body: [444, 116, 690, 208]
- masthead: [0, 0, 945, 80]
- lead-col-rule: [673, 306, 674, 734]
- top-col-rule-1: [439, 88, 440, 300]
- mid-left-body: [208, 872, 482, 1040]
- mid-right-rule: [490, 922, 918, 923]
- lead-body: [208, 386, 354, 732]
- plant-body: [492, 1078, 706, 1172]
- brand-label: ಕಿರುಸುದ್ದಿ: [80, 102, 121, 118]
- mid-left-photo-2: [208, 1044, 424, 1170]
- sidebar-column-rule: [198, 86, 199, 1172]
- story3-text: ಚಾಲಕನ ನಿಯಂತ್ರಣ ತಪ್ಪಿ ಟ್ರ್ಯಾಕ್ಟರ್ ಪಲ್ಟಿಯಾದ ಪರಿಣಾಮ 15 ಜನರು ಗಾಯಗೊಂಡಿರುವ ಘಟನೆ ನಡೆದಿದೆ. ಗಾಯಗೊಂಡವರನ್ನು ಜಿಲ್ಲಾ ಆಸ್ಪತ್ರೆಗೆ ದಾಖಲಿಸಲಾಗಿದೆ. ಮದುವೆ ಸಮಾರಂಭಕ್ಕೆ ತೆರಳುತ್ತಿದ್ದಾಗ ಈ ಘಟನೆ ಸಂಭವಿಸಿದೆ. ಗ್ರಾಮಾಂತರ ಠಾಣೆ ಪೊಲೀಸರು ಸ್ಥಳಕ್ಕೆ ಭೇಟಿ ನೀಡಿ ಪರಿಶೀಲಿಸಿ ಪ್ರಕರಣ ದಾಖಲಿಸಿಕೊಂಡಿದ್ದಾರೆ. ಗಾಯಾಳುಗಳಿಗೆ ಚಿಕಿತ್ಸೆ ಮುಂದುವರಿದಿದೆ ಎಂದು ವೈದ್ಯರು ತಿಳಿಸಿದ್ದಾರೆ.: [32, 938, 186, 1007]
- bottom-left-dateline: ಚಿತ್ರದುರ್ಗ:: [30, 1252, 57, 1261]
- logo-emblem-icon: [62, 29, 78, 45]
- bottom-left-text: ವಿದ್ಯಾರ್ಥಿಗಳು ಸತತ ಪರಿಶ್ರಮ, ನಿರಂತರ ಅಭ್ಯಾಸದ ಮೂಲಕ ಗುರಿ ತಲುಪಬೇಕು. ಭವಿಷ್ಯದಲ್ಲಿ ಉತ್ತಮ ಸಾಧನೆ ಮಾಡಬೇಕು ಎಂದು ಡಾ. ಬಸವಪ್ರಭು ಸ್ವಾಮೀಜಿ ಹೇಳಿದರು. ನಗರದ ಎಸ್.ಜೆ.ಎಂ ಕಾಲೇಜು ಸಭಾಂಗಣದಲ್ಲಿ ಹಮ್ಮಿಕೊಂಡಿದ್ದ ಪ್ರತಿಭಾ ಪುರಸ್ಕಾರ ಸಮಾರಂಭದ ಸಾನ್ನಿಧ್ಯ ವಹಿಸಿ ಅವರು ಮಾತನಾಡಿದರು. ಎಸ್ಎಸ್‌ಎಲ್‌ಸಿ, ಪಿಯುಸಿ ಪರೀಕ್ಷೆಯಲ್ಲಿ ಹೆಚ್ಚು ಅಂಕ ಪಡೆದ ವಿದ್ಯಾರ್ಥಿಗಳನ್ನು ಸನ್ಮಾನಿಸಲಾಯಿತು. ಪೋಷಕರು ಮಕ್ಕಳ ಆಸಕ್ತಿ ಗುರುತಿಸಿ ಪ್ರೋತ್ಸಾಹಿಸಬೇಕು. ಮಕ್ಕಳಿಗೆ ಸಂಸ್ಕಾರ ನೀಡಬೇಕು ಎಂದು ಸಲಹೆ ನೀಡಿದರು. ಸಂಸ್ಥೆಯ ಪದಾಧಿಕಾರಿಗಳು, ಶಿಕ್ಷಕರು, ಪೋಷಕರು, ವಿದ್ಯಾರ್ಥಿಗಳು ಭಾಗವಹಿಸಿದ್ದರು.: [30, 1252, 158, 1371]
- bottom-left-quote-author: ಎನ್.ಎಸ್. ಚಂದ್ರಶೇಖರ್: [439, 1355, 502, 1364]
- lead-sub-box: [362, 496, 510, 732]
- lead-sub-text: ಬೆಂಗಳೂರು ಪೊಲೀಸ್ ಕಮಿಷನರ್ ಬಿ.ದಯಾನಂದ್ ಸೇರಿದಂತೆ ಐವರು ಪೊಲೀಸ್ ಅಧಿಕಾರಿಗಳನ್ನು ಅಮಾನತು ಮಾಡಿದ ರಾಜ್ಯ ಸರ್ಕಾರದ ಕ್ರಮವನ್ನು ವಿರೋಧಿಸಿ ಕರುನಾಡ ವಿಜಯಸೇನೆ ವತಿಯಿಂದ ಎಸ್‌ಪಿ ಕಚೇರಿ ಎದುರು ಧರಣಿ ನಡೆಸಲಾಯಿತು. ಪೊಲೀಸ್ ಅಧಿಕಾರಿಗಳ ಮನೋಬಲ ಕುಗ್ಗಿಸುವ ಕೆಲಸವನ್ನು ಸರ್ಕಾರ ಮಾಡುತ್ತಿದೆ. ಕೂಡಲೇ ಅಮಾನತು ಆದೇಶ ವಾಪಸ್ ಪಡೆಯಬೇಕು ಎಂದು ಆಗ್ರಹಿಸಿದರು. ಕರುನಾಡ ವಿಜಯಸೇನೆ ಜಿಲ್ಲಾಧ್ಯಕ್ಷ ಕೆ.ಟಿ.ಶಿವಕುಮಾರ್, ಮಹಿಳಾ ಘಟಕದ ಅಧ್ಯಕ್ಷೆ ಲಕ್ಷ್ಮೀ, ಪ್ರಧಾನ ಕಾರ್ಯದರ್ಶಿ ಗೋಪಿನಾಥ್, ಕಾರ್ಯಕರ್ತರಾದ ಅಣ್ಣಪ್ಪ, ಅವಿನಾಶ್, ಹನುಮಂತಪ್ಪ, ಜಗದೀಶ್, ಯತೀಶ್, ಕುಮಾರಸ್ವಾಮಿ, ಮಂಜುನಾಥ್, ನಾಗೇಶ್, ಶೇಖರ್, ಅಮೀರ್ ಭಾಗವಹಿಸಿದ್ದರು.: [367, 517, 507, 646]
- mid-left-photo: [208, 770, 482, 868]
- story2-text: ಕರ್ನಾಟಕ ಅಮೃತ ಮಹೋತ್ಸವ ವಿವಿಧ ಯೋಜನೆಗಳಡಿ ಸೌಲಭ್ಯ ಪಡೆಯಲು ಅರ್ಹ ಫಲಾನುಭವಿಗಳಿಂದ ಆನ್‌ಲೈನ್ ಮೂಲಕ ಅರ್ಜಿ ಆಹ್ವಾನಿಸಲಾಗಿದೆ. ಜೂನ್ 30 ಅರ್ಜಿ ಸಲ್ಲಿಸಲು ಕೊನೆಯ ದಿನವಾಗಿದೆ. ಸ್ವಯಂ ಉದ್ಯೋಗ ನೇರ ಸಾಲ ಯೋಜನೆ, ಗಂಗಾ ಕಲ್ಯಾಣ ನೀರಾವರಿ ಯೋಜನೆ, ಭೂ ಒಡೆತನ ಯೋಜನೆ, ಉದ್ಯಮಶೀಲತಾ ಯೋಜನೆ ಹಾಗೂ ಇತರೆ ಯೋಜನೆಗಳಿಗೆ ಅರ್ಜಿ ಸಲ್ಲಿಸಬಹುದು. ಹೆಚ್ಚಿನ ಮಾಹಿತಿಗೆ ಜಿಲ್ಲಾ ವ್ಯವಸ್ಥಾಪಕರ ಕಚೇರಿ ದೂರವಾಣಿ ಸಂಖ್ಯೆ 08194-222000 ಸಂಪರ್ಕಿಸಬಹುದು.: [32, 710, 186, 789]
- lead-sub-continued-text: ಬೆಂಗಳೂರು ಪೊಲೀಸ್ ಕಮಿಷನರ್ ಬಿ.ದಯಾನಂದ್ ಸೇರಿದಂತೆ ಐವರು ಪೊಲೀಸ್ ಅಧಿಕಾರಿಗಳನ್ನು ಅಮಾನತು ಮಾಡಿದ ರಾಜ್ಯ ಸರ್ಕಾರದ ಕ್ರಮವನ್ನು ವಿರೋಧಿಸಿ ಕರುನಾಡ ವಿಜಯಸೇನೆ ವತಿಯಿಂದ ಎಸ್‌ಪಿ ಕಚೇರಿ ಎದುರು ಧರಣಿ ನಡೆಸಲಾಯಿತು. ಪೊಲೀಸ್ ಅಧಿಕಾರಿಗಳ ಮನೋಬಲ ಕುಗ್ಗಿಸುವ ಕೆಲಸವನ್ನು ಸರ್ಕಾರ ಮಾಡುತ್ತಿದೆ. ಕೂಡಲೇ ಅಮಾನತು ಆದೇಶ ವಾಪಸ್ ಪಡೆಯಬೇಕು ಎಂದು ಆಗ್ರಹಿಸಿದರು. ಕರುನಾಡ ವಿಜಯಸೇನೆ ಜಿಲ್ಲಾಧ್ಯಕ್ಷ ಕೆ.ಟಿ.ಶಿವಕುಮಾರ್, ಮಹಿಳಾ ಘಟಕದ ಅಧ್ಯಕ್ಷೆ ಲಕ್ಷ್ಮೀ, ಪ್ರಧಾನ ಕಾರ್ಯದರ್ಶಿ ಗೋಪಿನಾಥ್, ಕಾರ್ಯಕರ್ತರಾದ ಅಣ್ಣಪ್ಪ, ಅವಿನಾಶ್, ಹನುಮಂತಪ್ಪ, ಜಗದೀಶ್, ಯತೀಶ್, ಕುಮಾರಸ್ವಾಮಿ, ಮಂಜುನಾಥ್, ನಾಗೇಶ್, ಶೇಖರ್, ಅಮೀರ್ ಭಾಗವಹಿಸಿದ್ದರು.: [514, 574, 668, 683]
- lead-dateline: ಚಿತ್ರದುರ್ಗ:: [208, 386, 235, 395]
